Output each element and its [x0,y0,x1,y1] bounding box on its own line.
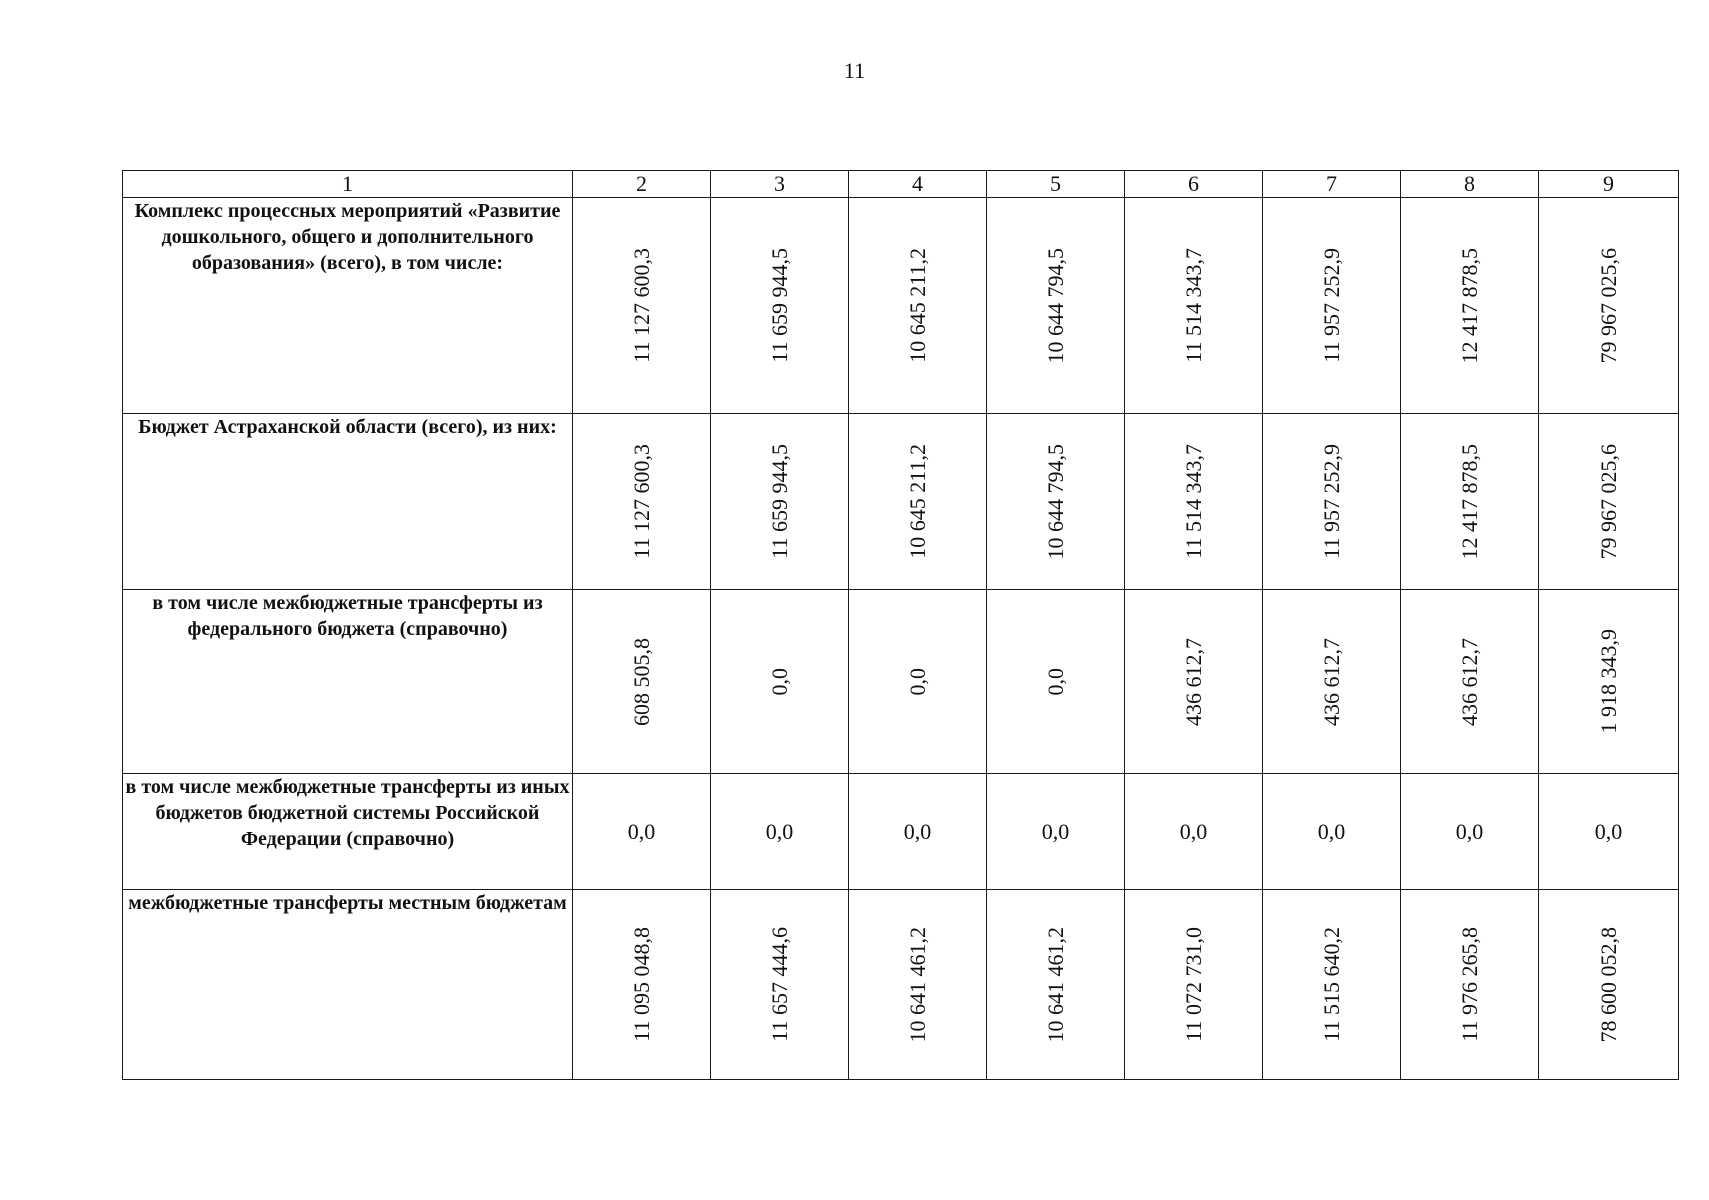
cell-value: 11 659 944,5 [766,444,792,559]
table-cell [1125,890,1263,1080]
table-cell [711,414,849,590]
cell-value: 11 072 731,0 [1180,927,1206,1042]
table-cell [573,198,711,414]
cell-value: 10 641 461,2 [1042,926,1068,1043]
column-header: 3 [711,171,849,198]
column-header: 1 [123,171,573,198]
row-label: в том числе межбюджетные трансферты из федерального бюджета (справочно) [123,590,573,774]
table-row [123,890,1679,1080]
column-header: 4 [849,171,987,198]
cell-value: 0,0 [1041,818,1070,844]
table-cell [1125,774,1263,890]
cell-value: 0,0 [1179,818,1208,844]
column-header: 8 [1401,171,1539,198]
table-cell [849,590,987,774]
table-cell [711,890,849,1080]
cell-value: 79 967 025,6 [1595,443,1621,560]
cell-value: 10 641 461,2 [904,926,930,1043]
table-cell [1263,774,1401,890]
column-header: 9 [1539,171,1679,198]
table-cell [573,774,711,890]
table-cell [1401,774,1539,890]
table-cell [849,198,987,414]
cell-value: 11 515 640,2 [1318,927,1344,1042]
cell-value: 0,0 [903,818,932,844]
cell-value: 10 644 794,5 [1042,443,1068,560]
table-cell [849,414,987,590]
table-cell [1539,414,1679,590]
cell-value: 11 095 048,8 [628,927,654,1042]
row-label: Комплекс процессных мероприятий «Развитие дошкольного, общего и дополнительного образования» (всего), в том числе: [123,198,573,414]
table-cell [849,890,987,1080]
cell-value: 10 645 211,2 [904,248,930,363]
table-cell [987,198,1125,414]
cell-value: 0,0 [1594,818,1623,844]
cell-value: 436 612,7 [1456,637,1482,726]
column-header: 2 [573,171,711,198]
cell-value: 608 505,8 [628,637,654,726]
cell-value: 11 659 944,5 [766,248,792,363]
cell-value: 11 514 343,7 [1180,444,1206,559]
table-cell [849,774,987,890]
table-row [123,590,1679,774]
table-cell [1401,414,1539,590]
cell-value: 436 612,7 [1180,637,1206,726]
cell-value: 0,0 [1317,818,1346,844]
table-cell [711,590,849,774]
table-cell [1263,414,1401,590]
table-row [123,774,1679,890]
cell-value: 11 657 444,6 [766,927,792,1042]
table-row [123,414,1679,590]
table-cell [573,890,711,1080]
table-cell [987,590,1125,774]
table-cell [1539,890,1679,1080]
table-cell [711,774,849,890]
cell-value: 11 127 600,3 [628,444,654,559]
table-row [123,198,1679,414]
row-label: межбюджетные трансферты местным бюджетам [123,890,573,1080]
table-cell [573,590,711,774]
column-header: 5 [987,171,1125,198]
table-cell [1401,890,1539,1080]
table-cell [1401,590,1539,774]
cell-value: 11 957 252,9 [1318,248,1344,363]
cell-value: 78 600 052,8 [1595,926,1621,1043]
table-cell [1539,198,1679,414]
page-number: 11 [843,58,866,83]
table-cell [1263,890,1401,1080]
cell-value: 0,0 [766,667,792,696]
row-label: в том числе межбюджетные трансферты из иных бюджетов бюджетной системы Российской Федерации (справочно) [123,774,573,890]
cell-value: 436 612,7 [1318,637,1344,726]
table-cell [1125,590,1263,774]
cell-value: 11 976 265,8 [1456,927,1482,1042]
table-cell [987,774,1125,890]
cell-value: 11 514 343,7 [1180,248,1206,363]
table-cell [1401,198,1539,414]
column-header: 6 [1125,171,1263,198]
table-cell [573,414,711,590]
cell-value: 79 967 025,6 [1595,247,1621,364]
header-row [123,171,1679,198]
table-cell [1125,414,1263,590]
cell-value: 11 957 252,9 [1318,444,1344,559]
cell-value: 10 644 794,5 [1042,247,1068,364]
table-cell [987,414,1125,590]
cell-value: 0,0 [765,818,794,844]
table-cell [1263,198,1401,414]
cell-value: 0,0 [627,818,656,844]
column-header: 7 [1263,171,1401,198]
table-cell [1539,590,1679,774]
table-cell [987,890,1125,1080]
table-cell [711,198,849,414]
cell-value: 0,0 [1042,667,1068,696]
table-cell [1125,198,1263,414]
cell-value: 1 918 343,9 [1595,629,1621,734]
cell-value: 0,0 [1455,818,1484,844]
row-label: Бюджет Астраханской области (всего), из них: [123,414,573,590]
table-cell [1263,590,1401,774]
table-cell [1539,774,1679,890]
cell-value: 0,0 [904,667,930,696]
cell-value: 10 645 211,2 [904,444,930,559]
budget-table [122,170,1679,1080]
cell-value: 12 417 878,5 [1456,443,1482,560]
cell-value: 12 417 878,5 [1456,247,1482,364]
cell-value: 11 127 600,3 [628,248,654,363]
